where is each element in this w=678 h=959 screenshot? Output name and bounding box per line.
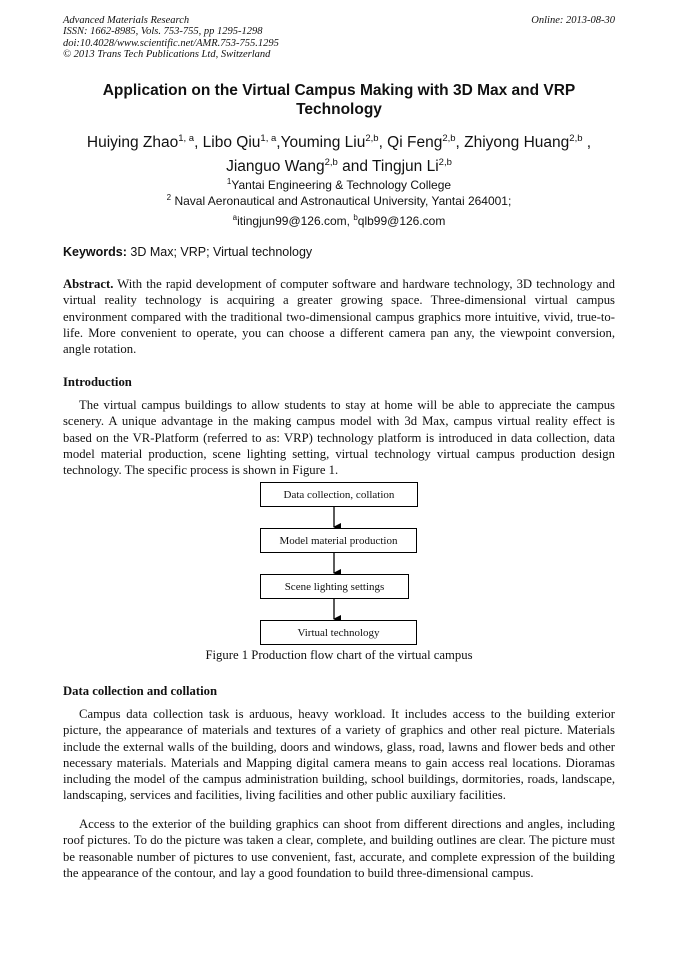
affil-sup: 1 xyxy=(226,177,232,186)
abstract-label: Abstract. xyxy=(63,277,114,291)
data-paragraph-2: Access to the exterior of the building graphics can shoot from different directions and angles, including roof pictures. To do the picture was taken a clear, complete, and building outlines are clear. The picture must be reasonable number of pictures to use convenient, fast, accurate, and complete expression of the building the appearance of the contour, and lay a good foundation to build three-dimensional campus. xyxy=(63,817,615,880)
title-line-2: Technology xyxy=(296,101,382,118)
author-sup: 2,b xyxy=(365,133,379,144)
keywords-label: Keywords: xyxy=(63,245,127,259)
author-list xyxy=(63,129,615,177)
author-sup: 2,b xyxy=(324,157,338,169)
introduction-paragraph: The virtual campus buildings to allow students to stay at home will be able to appreciate the campus scenery. A unique advantage in the making campus model with 3d Max, campus virtual reality effect is based on the VR-Platform (referred to as: VRP) technology platform is introduced in data collection, data model material production, scene lighting setting, virtual technology virtual campus production design technology. The specific process is shown in Figure 1. xyxy=(63,398,615,478)
author-name: , Zhiyong Huang xyxy=(455,134,570,152)
flow-step-model-material: Model material production xyxy=(260,528,417,553)
issn-line: ISSN: 1662-8985, Vols. 753-755, pp 1295-1298 xyxy=(63,26,263,38)
online-date: Online: 2013-08-30 xyxy=(531,15,615,26)
email-sup: b xyxy=(353,213,358,222)
section-heading-introduction: Introduction xyxy=(63,375,132,389)
data-paragraph-1: Campus data collection task is arduous, heavy workload. It includes access to the building exterior picture, the appearance of materials and textures of a variety of graphics and other real picture. Materials include the external walls of the building, doors and windows, glass, road, lawns and flower beds and other necessary materials. Materials and Mapping digital camera means to gain access real locations. Dioramas including the model of the campus administration building, school buildings, dormitories, roads, landscape, landscaping, services and facilities, living facilities and other public auxiliary facilities. xyxy=(63,707,615,803)
affil-sup: 2 xyxy=(166,193,172,202)
author-sup: 1, a xyxy=(178,133,195,144)
email-line xyxy=(63,210,615,229)
abstract-text: With the rapid development of computer software and hardware technology, 3D technology and virtual reality technology is acquiring a greater growing space. Three-dimensional virtual campus environment compared with the traditional two-dimensional campus graphics more intuitive, vivid, true-to-life. More convenient to operate, you can choose a different camera pan any, the viewpoint conversion, angle rotation. xyxy=(63,277,615,357)
title-line-1: Application on the Virtual Campus Making with 3D Max and VRP xyxy=(102,82,576,99)
copyright-line: © 2013 Trans Tech Publications Ltd, Switzerland xyxy=(63,48,271,60)
email-sup: a xyxy=(232,213,238,222)
author-sup: 2,b xyxy=(569,133,583,144)
author-name: , Libo Qiu xyxy=(194,134,261,152)
journal-name: Advanced Materials Research xyxy=(63,15,190,26)
author-separator: , xyxy=(582,134,592,152)
journal-header xyxy=(63,15,279,60)
author-sup: 2,b xyxy=(438,157,452,169)
keywords xyxy=(63,245,312,259)
author-sup: 1, a xyxy=(260,133,277,144)
author-name: ,Youming Liu xyxy=(276,134,366,152)
keywords-text: 3D Max; VRP; Virtual technology xyxy=(126,245,313,259)
section-heading-data-collection: Data collection and collation xyxy=(63,684,218,698)
figure-caption: Figure 1 Production flow chart of the virtual campus xyxy=(205,648,473,662)
flow-step-virtual-technology: Virtual technology xyxy=(260,620,417,645)
flow-step-data-collection: Data collection, collation xyxy=(260,482,418,507)
doi-line: doi:10.4028/www.scientific.net/AMR.753-755.1295 xyxy=(63,37,279,49)
affil-text: Yantai Engineering & Technology College xyxy=(231,178,452,192)
author-name: Huiying Zhao xyxy=(86,134,179,152)
email-link[interactable]: itingjun99@126.com, xyxy=(237,214,354,228)
abstract xyxy=(63,276,615,357)
flow-step-scene-lighting: Scene lighting settings xyxy=(260,574,409,599)
paper-title xyxy=(63,81,615,119)
affil-text: Naval Aeronautical and Astronautical University, Yantai 264001; xyxy=(171,194,512,208)
author-name: Jianguo Wang xyxy=(226,158,325,176)
email-link[interactable]: qlb99@126.com xyxy=(357,214,446,228)
author-line-1 xyxy=(63,129,615,153)
affiliation-2 xyxy=(63,190,615,209)
author-name: , Qi Feng xyxy=(378,134,443,152)
author-sup: 2,b xyxy=(442,133,456,144)
author-name: and Tingjun Li xyxy=(337,158,439,176)
